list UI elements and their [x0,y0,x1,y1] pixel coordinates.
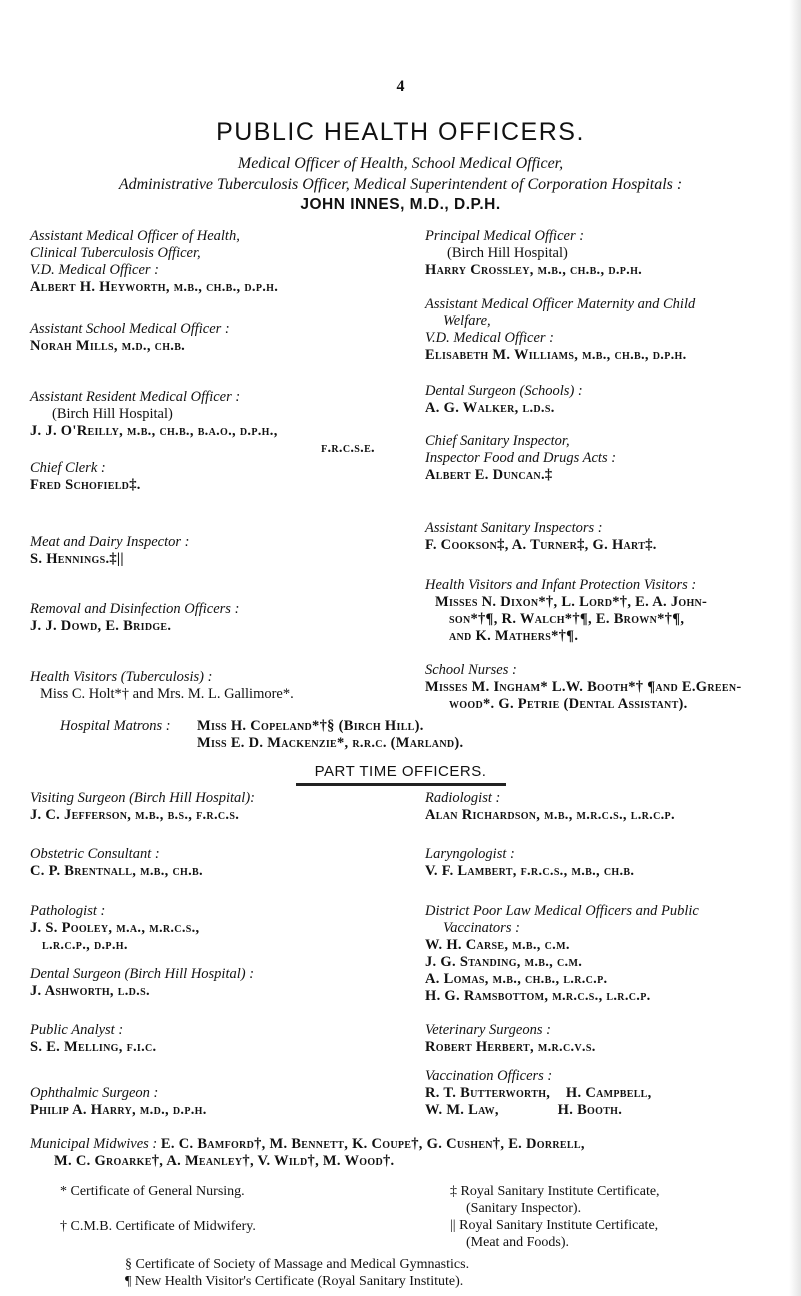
officer-name: Misses M. Ingham* L.W. Booth*† ¶and E.Green- [425,679,742,695]
officer-title: Municipal Midwives : [30,1136,158,1152]
officer-name: Miss H. Copeland*†§ (Birch Hill). [197,718,424,734]
officer-name: Albert H. Heyworth, m.b., ch.b., d.p.h. [30,279,279,295]
officer-name: C. P. Brentnall, m.b., ch.b. [30,863,203,879]
officer-title: V.D. Medical Officer : [425,330,554,346]
officer-name: J. G. Standing, m.b., c.m. [425,954,583,970]
officer-title: Laryngologist : [425,846,515,862]
officer-title: Assistant Sanitary Inspectors : [425,520,603,536]
officer-entry [30,903,199,954]
officer-title: Obstetric Consultant : [30,846,160,862]
officer-name: l.r.c.p., d.p.h. [42,937,128,953]
officer-entry [425,296,695,364]
page-edge-shadow [789,0,801,1296]
officer-title: Dental Surgeon (Birch Hill Hospital) : [30,966,255,982]
officer-name: H. G. Ramsbottom, m.r.c.s., l.r.c.p. [425,988,651,1004]
officer-entry [425,577,707,645]
officer-entry [30,534,189,568]
officer-name: J. J. O'Reilly, m.b., ch.b., b.a.o., d.p.h., [30,423,278,439]
officer-title: School Nurses : [425,662,517,678]
officer-entry [30,1022,156,1056]
officer-title: V.D. Medical Officer : [30,262,159,278]
officer-entry [425,903,699,1005]
officer-title: Inspector Food and Drugs Acts : [425,450,617,466]
footnote: (Sanitary Inspector). [466,1201,582,1216]
officer-entry [30,966,254,1000]
officer-name: and K. Mathers*†¶. [449,628,579,644]
officer-title: Ophthalmic Surgeon : [30,1085,159,1101]
officer-name: Robert Herbert, m.r.c.v.s. [425,1039,596,1055]
page-title: PUBLIC HEALTH OFFICERS. [216,118,585,146]
officer-name: J. S. Pooley, m.a., m.r.c.s., [30,920,200,936]
officer-title: Chief Sanitary Inspector, [425,433,570,449]
officer-title: Assistant Medical Officer Maternity and Child [425,296,696,312]
footnote: † C.M.B. Certificate of Midwifery. [60,1219,256,1234]
officer-name: Albert E. Duncan.‡ [425,467,553,483]
municipal-midwives [30,1136,780,1170]
officer-name: A. Lomas, m.b., ch.b., l.r.c.p. [425,971,608,987]
moh-roles-line1: Medical Officer of Health, School Medical Officer, [237,155,564,172]
officer-entry [425,228,642,279]
officer-name: Misses N. Dixon*†, L. Lord*†, E. A. John- [435,594,708,610]
hospital-matrons [60,718,760,752]
officer-name: J. Ashworth, l.d.s. [30,983,150,999]
officer-name: E. C. Bamford†, M. Bennett, K. Coupe†, G. Cushen†, E. Dorrell, [160,1136,585,1152]
moh-roles-line2: Administrative Tuberculosis Officer, Medical Superintendent of Corporation Hospitals : [118,176,683,193]
officer-name: Harry Crossley, m.b., ch.b., d.p.h. [425,262,643,278]
officer-entry [425,433,616,484]
officer-title: Dental Surgeon (Schools) : [425,383,583,399]
officer-entry [30,460,141,494]
moh-name: JOHN INNES, M.D., D.P.H. [300,196,501,213]
officer-entry [425,383,583,417]
officer-name: A. G. Walker, l.d.s. [425,400,555,416]
officer-name: M. C. Groarke†, A. Meanley†, V. Wild†, M. Wood†. [54,1153,395,1169]
officer-entry [30,669,294,703]
officer-title: Visiting Surgeon (Birch Hill Hospital): [30,790,255,806]
officer-title: Pathologist : [30,903,106,919]
officer-name: Norah Mills, m.d., ch.b. [30,338,186,354]
officer-name: Fred Schofield‡. [30,477,141,493]
officer-entry [30,790,255,824]
officer-name: F. Cookson‡, A. Turner‡, G. Hart‡. [425,537,657,553]
officer-location: (Birch Hill Hospital) [447,245,568,261]
footnote: * Certificate of General Nursing. [60,1184,245,1199]
officer-title: Chief Clerk : [30,460,106,476]
officer-title: Health Visitors (Tuberculosis) : [30,669,213,685]
officer-name: V. F. Lambert, f.r.c.s., m.b., ch.b. [425,863,635,879]
officer-entry [30,321,230,355]
officer-name: W. M. Law, H. Booth. [425,1102,623,1118]
officer-name: S. E. Melling, f.i.c. [30,1039,157,1055]
officer-entry [425,520,657,554]
officer-name: R. T. Butterworth, H. Campbell, [425,1085,652,1101]
officer-entry [30,1085,207,1119]
officer-name: Alan Richardson, m.b., m.r.c.s., l.r.c.p. [425,807,675,823]
page-number: 4 [396,78,405,95]
officer-title: Assistant School Medical Officer : [30,321,230,337]
footnote: ¶ New Health Visitor's Certificate (Royal Sanitary Institute). [125,1274,464,1289]
footnote: § Certificate of Society of Massage and Medical Gymnastics. [125,1257,470,1272]
officer-name: son*†¶, R. Walch*†¶, E. Brown*†¶, [449,611,685,627]
officer-name: W. H. Carse, m.b., c.m. [425,937,570,953]
officer-name: S. Hennings.‡|| [30,551,124,567]
officer-title: Welfare, [443,313,491,329]
officer-location: (Birch Hill Hospital) [52,406,173,422]
officer-title: Clinical Tuberculosis Officer, [30,245,201,261]
officer-title: District Poor Law Medical Officers and Public [425,903,699,919]
section-rule [296,783,506,786]
officer-title: Health Visitors and Infant Protection Visitors : [425,577,697,593]
officer-title: Principal Medical Officer : [425,228,585,244]
officer-name: Elisabeth M. Williams, m.b., ch.b., d.p.h. [425,347,687,363]
officer-entry [30,228,278,296]
footnote: (Meat and Foods). [466,1235,570,1250]
officer-name: Miss C. Holt*† and Mrs. M. L. Gallimore*. [40,686,294,702]
officer-title: Public Analyst : [30,1022,124,1038]
officer-entry [30,846,203,880]
officer-title: Assistant Resident Medical Officer : [30,389,241,405]
officer-entry [425,662,741,713]
officer-name: wood*. G. Petrie (Dental Assistant). [449,696,688,712]
officer-title: Removal and Disinfection Officers : [30,601,240,617]
officer-entry [425,846,634,880]
part-time-title: PART TIME OFFICERS. [314,763,487,780]
officer-entry [30,389,375,457]
officer-entry [425,1068,652,1119]
officer-entry [425,1022,596,1056]
officer-name: J. C. Jefferson, m.b., b.s., f.r.c.s. [30,807,240,823]
officer-title: Radiologist : [425,790,501,806]
officer-title: Meat and Dairy Inspector : [30,534,190,550]
officer-title: Hospital Matrons : [60,718,171,734]
officer-name: Philip A. Harry, m.d., d.p.h. [30,1102,207,1118]
officer-title: Vaccinators : [443,920,520,936]
footnote: || Royal Sanitary Institute Certificate, [450,1218,659,1233]
officer-title: Vaccination Officers : [425,1068,553,1084]
officer-entry [30,601,239,635]
officer-entry [425,790,675,824]
footnote: ‡ Royal Sanitary Institute Certificate, [450,1184,660,1199]
officer-name: f.r.c.s.e. [321,440,375,456]
officer-title: Assistant Medical Officer of Health, [30,228,240,244]
officer-name: J. J. Dowd, E. Bridge. [30,618,172,634]
officer-title: Veterinary Surgeons : [425,1022,551,1038]
officer-name: Miss E. D. Mackenzie*, r.r.c. (Marland). [197,735,464,751]
